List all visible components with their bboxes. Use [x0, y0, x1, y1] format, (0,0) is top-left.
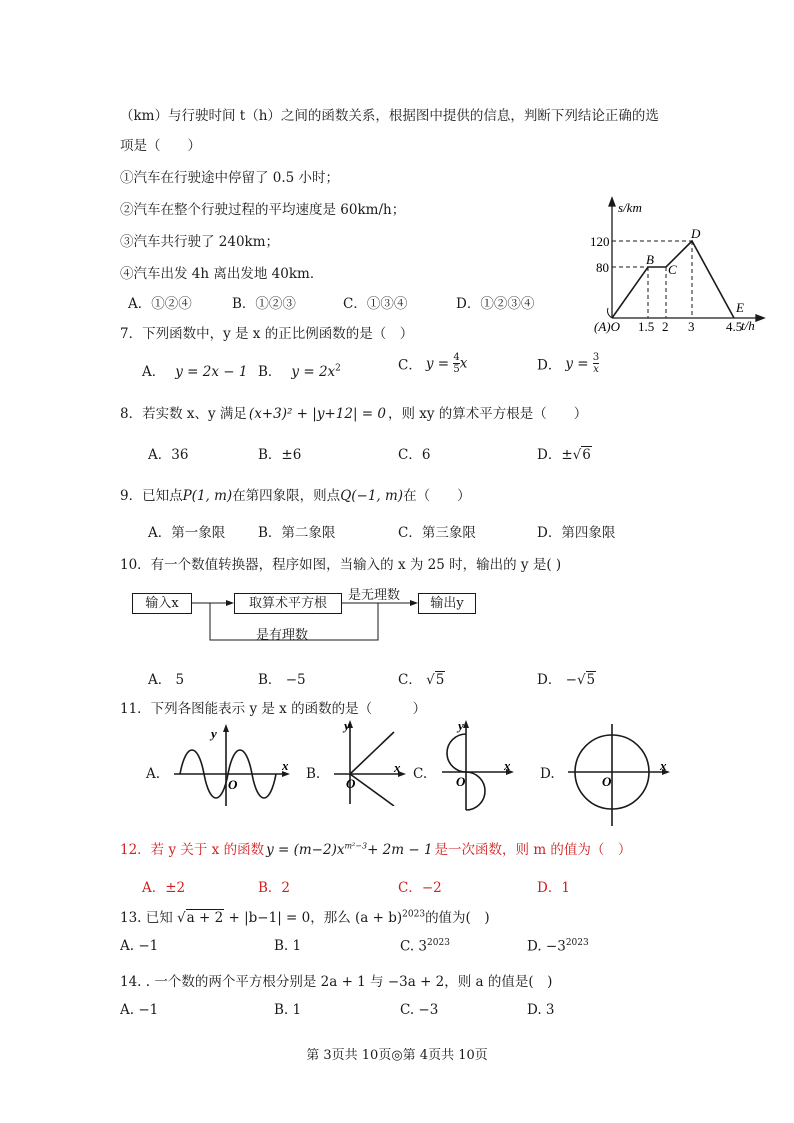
point-d: D [691, 226, 701, 241]
svg-text:y: y [344, 718, 350, 733]
q6-statement-3: ③汽车共行驶了 240km； [120, 234, 280, 250]
page-footer: 第 3页共 10页◎第 4页共 10页 [306, 1048, 488, 1063]
q11-graph-d-circle[interactable] [566, 720, 676, 828]
svg-text:x: x [282, 758, 289, 773]
ytick-120: 120 [590, 234, 610, 249]
flow-irrational-label: 是无理数 [348, 588, 401, 603]
q6-option-b[interactable]: B．①②③ [232, 296, 296, 312]
svg-text:x: x [504, 758, 511, 773]
q9-option-a[interactable]: A．第一象限 [148, 525, 226, 541]
q8-option-c[interactable]: C．6 [398, 447, 431, 463]
svg-text:O: O [346, 776, 356, 791]
point-c: C [668, 262, 677, 277]
q9-stem: 9．已知点P(1, m)在第四象限，则点Q(−1, m)在（ ） [120, 488, 471, 504]
svg-text:x: x [394, 760, 401, 775]
q6-option-c[interactable]: C．①③④ [343, 296, 408, 312]
q7-option-c[interactable]: C． y = $\frac{4}{5}$ x [398, 352, 468, 375]
q10-option-a[interactable]: A． 5 [148, 672, 185, 688]
q12-option-c[interactable]: C．−2 [398, 880, 442, 896]
graph-line [612, 241, 734, 318]
q13-option-b[interactable]: B. 1 [274, 938, 302, 954]
flow-output-box: 输出y [418, 593, 476, 614]
q6-line1: （km）与行驶时间 t（h）之间的函数关系，根据图中提供的信息，判断下列结论正确的选 [120, 108, 659, 124]
q7-option-d[interactable]: D． y = $\frac{3}{x}$ [537, 352, 600, 375]
q8-option-b[interactable]: B．±6 [258, 447, 302, 463]
q14-option-a[interactable]: A. −1 [120, 1002, 159, 1018]
q7-option-a[interactable]: A． y = 2x − 1 [142, 364, 248, 380]
q11-stem: 11．下列各图能表示 y 是 x 的函数的是（ ） [120, 701, 427, 717]
q7-option-b[interactable]: B． $y = 2x^2$ [258, 363, 341, 380]
y-axis-arrow [609, 198, 615, 206]
q14-option-c[interactable]: C. −3 [400, 1002, 439, 1018]
xtick-2: 2 [662, 319, 669, 334]
q11-option-c-label[interactable]: C. [413, 766, 428, 782]
q11-option-b-label[interactable]: B. [306, 766, 321, 782]
q11-graph-a-sine[interactable] [170, 722, 294, 808]
q12-stem: 12．若 y 关于 x 的函数 $y = (m-2)x^{m^2-3}+ 2m - 1$ 是一次函数，则 m 的值为（ ） [120, 841, 632, 858]
q12-option-d[interactable]: D．1 [537, 880, 570, 896]
q6-statement-4: ④汽车出发 4h 离出发地 40km． [120, 266, 324, 282]
origin-label: (A)O [594, 319, 620, 334]
q6-option-d[interactable]: D．①②③④ [456, 296, 535, 312]
graph-xlabel: t/h [741, 318, 755, 333]
q13-stem: 13. 已知 √a + 2 + |b−1| = 0，那么 $(a + b)^{2023}$的值为( ) [120, 909, 490, 926]
graph-ylabel: s/km [618, 200, 642, 215]
q6-option-a[interactable]: A．①②④ [128, 296, 192, 312]
q12-option-b[interactable]: B．2 [258, 880, 291, 896]
q13-option-c[interactable]: C. $3^{2023}$ [400, 938, 450, 955]
q14-option-d[interactable]: D. 3 [527, 1002, 555, 1018]
q11-option-a-label[interactable]: A. [146, 766, 161, 782]
flow-sqrt-box: 取算术平方根 [234, 593, 342, 614]
xtick-1.5: 1.5 [638, 319, 655, 334]
xtick-3: 3 [688, 319, 695, 334]
point-e: E [736, 300, 744, 315]
q10-stem: 10．有一个数值转换器，程序如图，当输入的 x 为 25 时，输出的 y 是( ) [120, 557, 562, 573]
flow-input-box: 输入x [132, 593, 192, 614]
q10-option-d[interactable]: D． −√5 [537, 672, 596, 688]
q6-statement-2: ②汽车在整个行驶过程的平均速度是 60km/h； [120, 202, 406, 218]
x-axis-arrow [756, 315, 764, 321]
q11-option-d-label[interactable]: D. [540, 766, 555, 782]
q8-option-d[interactable]: D．±√6 [537, 447, 591, 463]
q10-option-c[interactable]: C． √5 [398, 672, 445, 688]
svg-text:y: y [458, 718, 464, 733]
q6-distance-time-graph [590, 196, 770, 336]
q10-option-b[interactable]: B． −5 [258, 672, 306, 688]
q6-statement-1: ①汽车在行驶途中停留了 0.5 小时； [120, 170, 340, 186]
q11-graph-b-rays[interactable] [332, 716, 412, 806]
svg-text:O: O [456, 774, 466, 789]
q11-graph-c-semicircles[interactable] [440, 716, 520, 812]
q14-stem: 14. . 一个数的两个平方根分别是 2a + 1 与 −3a + 2，则 a 的值是( ) [120, 974, 553, 990]
point-b: B [646, 252, 654, 267]
svg-text:O: O [602, 774, 612, 789]
q8-option-a[interactable]: A．36 [148, 447, 189, 463]
q7-stem: 7．下列函数中，y 是 x 的正比例函数的是（ ） [120, 326, 414, 342]
xtick-4.5: 4.5 [726, 319, 743, 334]
svg-text:x: x [660, 758, 667, 773]
q8-stem: 8．若实数 x、y 满足 (x+3)² + |y+12| = 0 ，则 xy 的算术平方根是（ ） [120, 406, 588, 422]
svg-text:O: O [228, 777, 238, 792]
q13-option-a[interactable]: A. −1 [120, 938, 159, 954]
q6-line2: 项是（ ） [120, 138, 201, 154]
q9-option-d[interactable]: D．第四象限 [537, 525, 616, 541]
q12-option-a[interactable]: A．±2 [142, 880, 186, 896]
q9-option-b[interactable]: B．第二象限 [258, 525, 336, 541]
flow-arrows [190, 596, 420, 644]
svg-text:y: y [211, 726, 217, 741]
origin-break [608, 308, 613, 318]
flow-rational-label: 是有理数 [256, 628, 309, 643]
q14-option-b[interactable]: B. 1 [274, 1002, 302, 1018]
ytick-80: 80 [596, 260, 609, 275]
q9-option-c[interactable]: C．第三象限 [398, 525, 476, 541]
q13-option-d[interactable]: D. $-3^{2023}$ [527, 938, 589, 955]
